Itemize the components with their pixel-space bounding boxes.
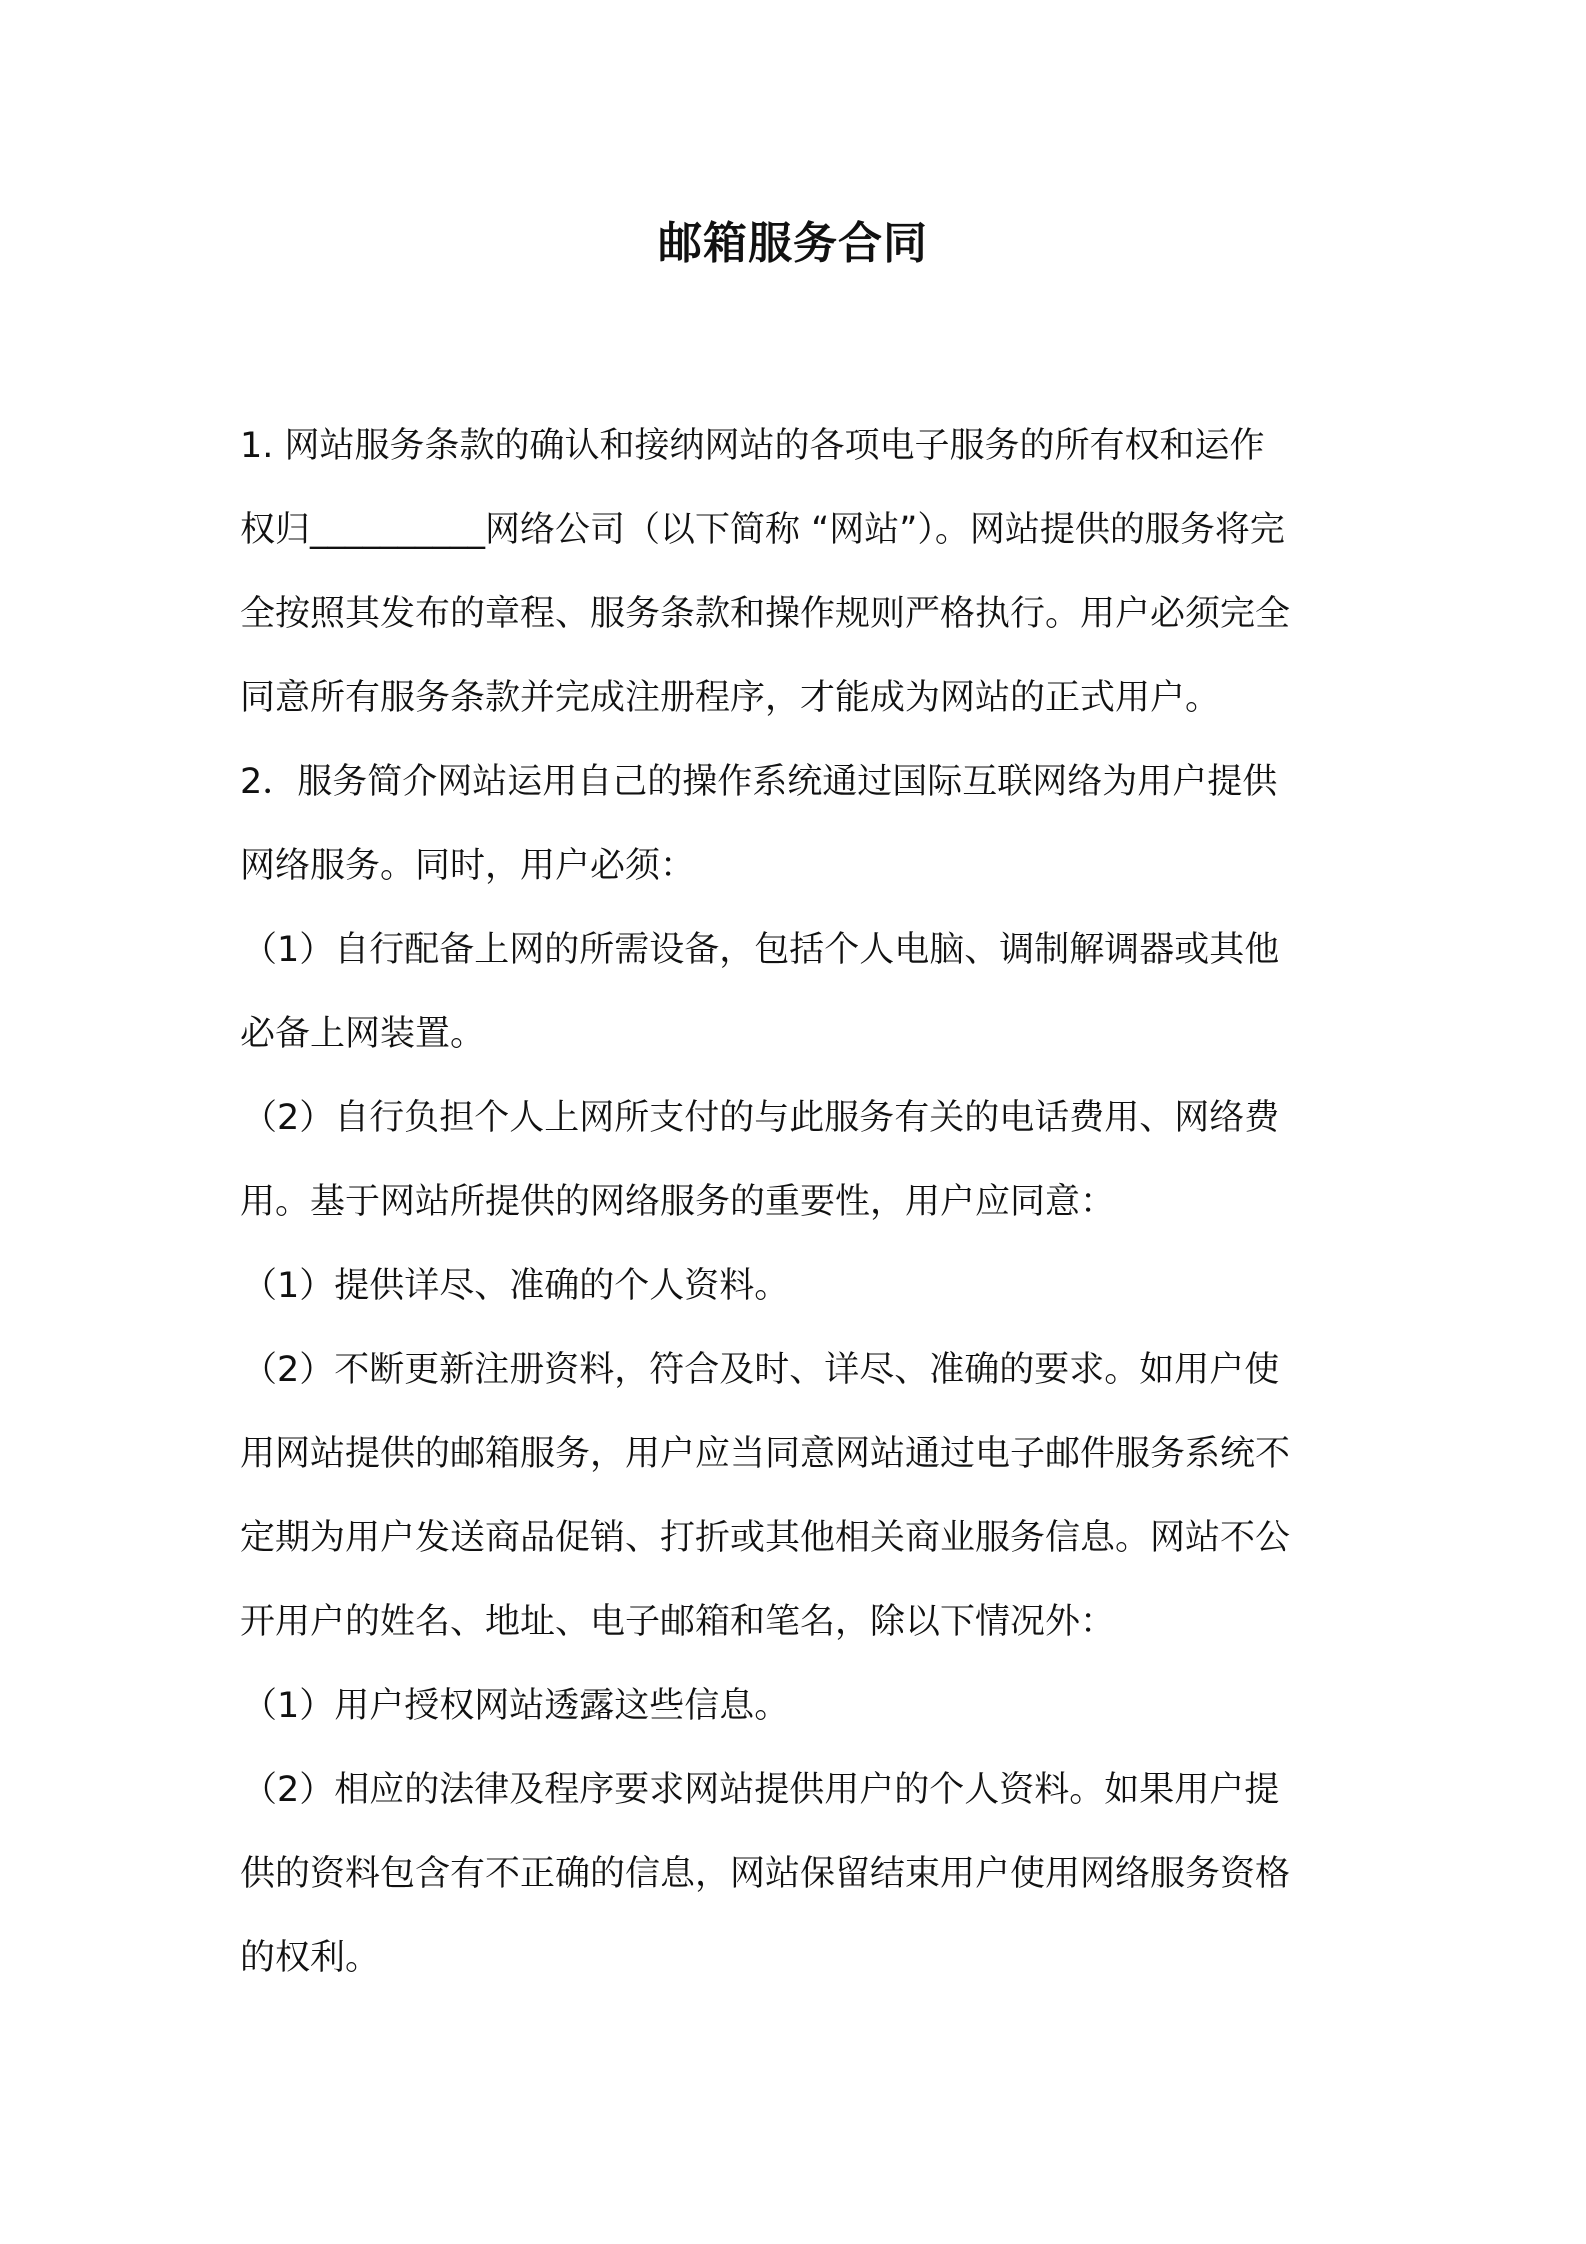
text-line: 同意所有服务条款并完成注册程序，才能成为网站的正式用户。: [240, 678, 1221, 718]
text-line: 2．服务简介网站运用自己的操作系统通过国际互联网络为用户提供: [240, 762, 1278, 802]
text-line: （2）不断更新注册资料，符合及时、详尽、准确的要求。如用户使: [242, 1350, 1280, 1390]
text-line: 用网站提供的邮箱服务，用户应当同意网站通过电子邮件服务系统不: [240, 1434, 1291, 1474]
text-line: 用。基于网站所提供的网络服务的重要性，用户应同意：: [240, 1182, 1116, 1222]
text-line: 权归__________网络公司（以下简称 “网站”）。网站提供的服务将完: [240, 510, 1285, 550]
document-body: [240, 404, 1355, 2000]
text-line: （1）提供详尽、准确的个人资料。: [242, 1266, 790, 1306]
text-line: 网络服务。同时，用户必须：: [240, 846, 696, 886]
text-line: 供的资料包含有不正确的信息，网站保留结束用户使用网络服务资格: [240, 1854, 1291, 1894]
text-line: （1）用户授权网站透露这些信息。: [242, 1686, 790, 1726]
text-line: 必备上网装置。: [240, 1014, 486, 1054]
text-line: 定期为用户发送商品促销、打折或其他相关商业服务信息。网站不公: [240, 1518, 1291, 1558]
text-line: （2）自行负担个人上网所支付的与此服务有关的电话费用、网络费: [242, 1098, 1280, 1138]
text-line: （2）相应的法律及程序要求网站提供用户的个人资料。如果用户提: [242, 1770, 1280, 1810]
text-line: 开用户的姓名、地址、电子邮箱和笔名，除以下情况外：: [240, 1602, 1116, 1642]
text-line: 全按照其发布的章程、服务条款和操作规则严格执行。用户必须完全: [240, 594, 1291, 634]
text-line: （1）自行配备上网的所需设备，包括个人电脑、调制解调器或其他: [242, 930, 1280, 970]
text-line: 的权利。: [240, 1938, 381, 1978]
document-title: 邮箱服务合同: [658, 218, 928, 269]
text-line: 1. 网站服务条款的确认和接纳网站的各项电子服务的所有权和运作: [240, 426, 1265, 466]
